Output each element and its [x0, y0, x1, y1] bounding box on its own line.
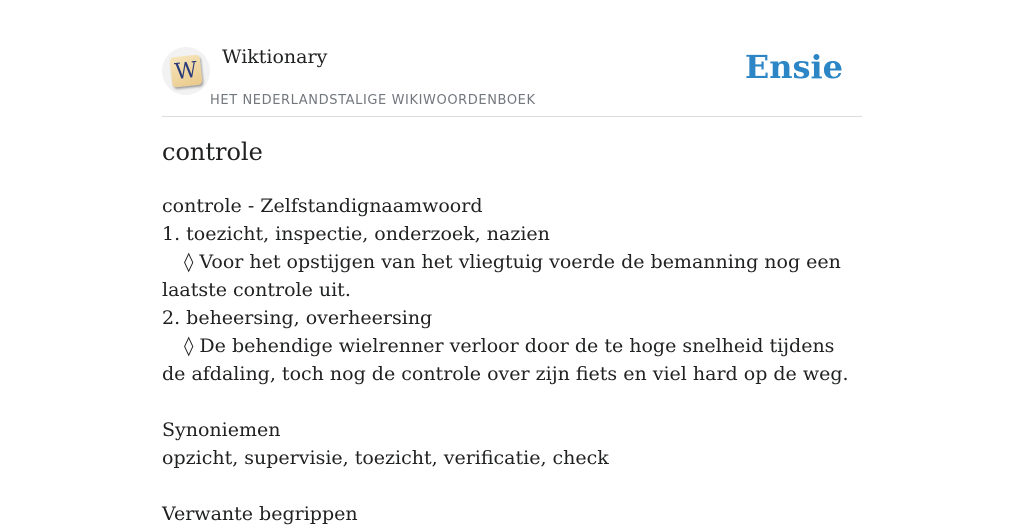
sense-definition-2: 2. beheersing, overheersing	[162, 307, 433, 329]
sense-definition-1: 1. toezicht, inspectie, onderzoek, nazien	[162, 223, 550, 245]
sense-example-1: ◊ Voor het opstijgen van het vliegtuig voerde de bemanning nog een laatste controle uit.	[162, 251, 841, 301]
site-name[interactable]: Wiktionary	[222, 46, 328, 68]
wiktionary-logo[interactable]	[162, 47, 210, 95]
related-heading: Verwante begrippen	[162, 503, 358, 525]
wiktionary-logo-icon: W	[170, 55, 203, 88]
synonyms-heading: Synoniemen	[162, 419, 281, 441]
page-title: controle	[162, 138, 263, 166]
spacer	[162, 472, 862, 500]
ensie-brand-link[interactable]: Ensie	[744, 48, 843, 86]
entry-content	[162, 192, 862, 528]
site-tagline: HET NEDERLANDSTALIGE WIKIWOORDENBOEK	[210, 93, 536, 108]
entry-heading: controle - Zelfstandignaamwoord	[162, 195, 483, 217]
page	[162, 0, 862, 525]
sense-example-2: ◊ De behendige wielrenner verloor door de te hoge snelheid tijdens de afdaling, toch nog de controle over zijn fiets en viel hard op de weg.	[162, 335, 849, 385]
spacer	[162, 388, 862, 416]
site-header	[162, 0, 862, 117]
synonyms-list: opzicht, supervisie, toezicht, verificatie, check	[162, 447, 609, 469]
